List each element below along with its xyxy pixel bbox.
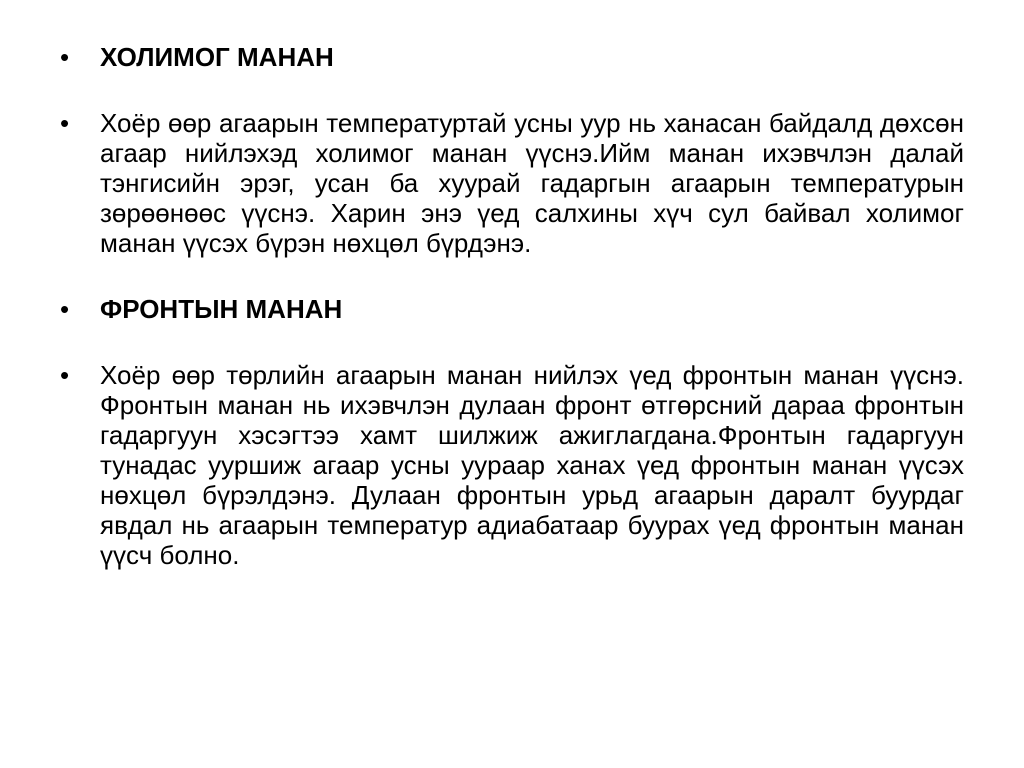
bullet-item-paragraph-mixed-fog	[60, 108, 964, 258]
heading-frontal-fog: ФРОНТЫН МАНАН	[100, 294, 343, 324]
bullet-marker: •	[60, 360, 70, 390]
bullet-marker: •	[60, 42, 70, 72]
heading-mixed-fog: ХОЛИМОГ МАНАН	[100, 42, 334, 72]
bullet-item-paragraph-frontal-fog	[60, 360, 964, 570]
paragraph-mixed-fog: Хоёр өөр агаарын температуртай усны уур нь ханасан байдалд дөхсөн агаар нийлэхэд холимог манан үүснэ.Ийм манан ихэвчлэн далай тэнгисийн эрэг, усан ба хуурай гадаргын агаарын температурын зөрөөнөөс үүснэ. Харин энэ үед салхины хүч сул байвал холимог манан үүсэх бүрэн нөхцөл бүрдэнэ.	[100, 108, 964, 258]
bullet-item-heading-frontal-fog	[60, 294, 964, 324]
paragraph-frontal-fog: Хоёр өөр төрлийн агаарын манан нийлэх үед фронтын манан үүснэ. Фронтын манан нь ихэвчлэн дулаан фронт өтгөрсний дараа фронтын гадаргуун хэсэгтээ хамт шилжиж ажиглагдана.Фронтын гадаргуун тунадас ууршиж агаар усны ууpаар ханах үед фронтын манан үүсэх нөхцөл бүрэлдэнэ. Дулаан фронтын урьд агаарын даралт буурдаг явдал нь агаарын температур адиабатаар буурах үед фронтын манан үүсч болно.	[100, 360, 964, 570]
bullet-marker: •	[60, 294, 70, 324]
bullet-marker: •	[60, 108, 70, 138]
bullet-list	[60, 42, 964, 570]
bullet-item-heading-mixed-fog	[60, 42, 964, 72]
